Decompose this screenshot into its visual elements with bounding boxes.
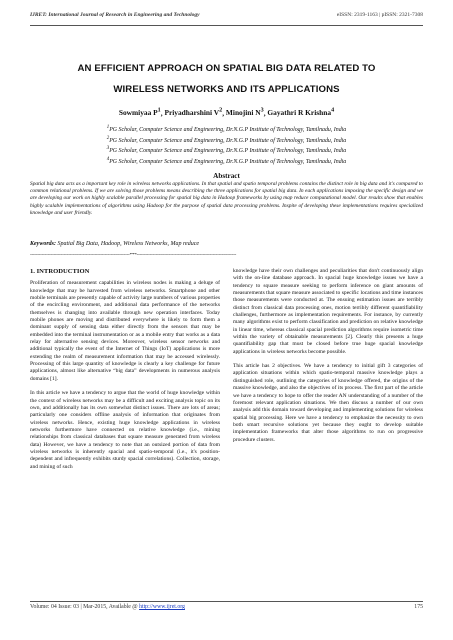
author-2: Priyadharshini $V^2$ — [164, 108, 223, 118]
author-4: Gayathri R Krishna$^4$ — [267, 108, 335, 118]
paragraph: This article has 2 objectives. We have a tendency to initial gift 3 categories of application situations within which spatio-temporal massive knowledge plays a distinguished role, outlining the categories of knowledge offered, the origins of the massive knowledge, and also the objectives of its process. The first part of the article we have a tendency to hope to offer the reader AN understanding of a number of the foremost relevant application situations. We then discuss a number of our own analysis add this domain toward developing and implementing solutions for wireless spatial big processing. Here we have a tendency to emphasize the necessity to own both smart recursive solutions yet because they ought to develop suitable implementation frameworks that alter those algorithms to run on progressive procedure clusters. — [233, 363, 423, 443]
affiliation-3: $^3$PG Scholar, Computer Science and Engineering, Dr.N.G.P Institute of Technology, Tamilnadu, India — [106, 146, 347, 155]
journal-name: IJRET: International Journal of Research in Engineering and Technology — [30, 12, 200, 18]
author-3: Minojini $N^3$ — [225, 108, 264, 118]
paragraph: Proliferation of measurement capabilities in wireless nodes is making a deluge of knowledge that may be harvested from wireless networks. Smartphone and other mobile terminals are presently capable of activity large numbers of various properties of the encircling environment, and additional data performance of the networks themselves is changing into available through new operation interfaces. Today mobile phones are moving and distributed everywhere is likely to form them a dominant supply of sensing data either directly from the sensors that may be embedded into the terminal instrumentation or as a mobile entry that works as a data relay for alternative sensing devices. Moreover, wireless sensor networks and additional typically the event of the Internet of Things (IoT) applications is more extending the realm of measurement information that may be accessed wirelessly. Processing of this large quantity of knowledge is clearly a key challenge for future applications, almost like alternative “big data” developments in numerous analysis domains [1]. — [30, 280, 220, 382]
keywords-text: Spatial Big Data, Hadoop, Wireless Networks, Map reduce — [57, 241, 200, 247]
volume-info: Volume: 04 Issue: 03 | Mar-2015, Available @ http://www.ijret.org — [30, 604, 185, 610]
section-heading-introduction: 1. INTRODUCTION — [30, 268, 90, 275]
affiliation-2: $^2$PG Scholar, Computer Science and Engineering, Dr.N.G.P Institute of Technology, Tamilnadu, India — [106, 135, 347, 144]
author-1: Sowmiyaa $P^1$ — [118, 108, 161, 118]
journal-link[interactable]: http://www.ijret.org — [139, 604, 185, 610]
affiliation-4: $^4$PG Scholar, Computer Science and Engineering, Dr.N.G.P Institute of Technology, Tamilnadu, India — [106, 156, 347, 165]
footer-rule — [30, 601, 423, 602]
author-list: Sowmiyaa $P^1$, Priyadharshini $V^2$, Minojini $N^3$, Gayathri R Krishna$^4$ — [118, 108, 335, 118]
issn: eISSN: 2319-1163 | pISSN: 2321-7308 — [336, 12, 423, 18]
title-line-2: WIRELESS NETWORKS AND ITS APPLICATIONS — [113, 84, 340, 95]
affiliation-1: $^1$PG Scholar, Computer Science and Engineering, Dr.N.G.P Institute of Technology, Tamilnadu, India — [106, 125, 347, 133]
left-column — [30, 268, 220, 478]
page-number: 175 — [414, 604, 423, 610]
paragraph: knowledge have their own challenges and peculiarities that don't continuously align with the on-line database approach. In spacial huge knowledge issues we have a tendency to square measure seeking to perform inference on giant amounts of measurements that square measure associated to specific locations and time instances those measurements were conducted at. The ensuing estimation issues are terribly distinct from classical data processing ones, motion terribly different quantifiability challenges, furthermore as implementation requirements. For instance, by currently many algorithms exist to perform classification and prediction on relative knowledge in linear time, whereas classical spacial prediction algorithms require isometric time within the variety of obtainable measurements [2]. Clearly this presents a huge quantifiability gap that must be closed before true huge spacial knowledge applications in wireless networks become possible. — [233, 268, 423, 355]
abstract-text: Spatial big data acts as a important key role in wireless networks applications. In that spatial and spatio temporal problems contains the distinct role in big data and it's compared to common relational problems. If we are solving those problems means describing the three applications for spatial big data. In each applications imposing the specific design and we are developing our work on highly scalable parallel processing for spatial big data in Hadoop frameworks by using map reduce computational model. Our results show that enables highly scalable implementations of algorithms using Hadoop for the purpose of spatial data processing problems. Inspite of developing these implementations requires specialized knowledge and user friendly. — [30, 181, 423, 216]
keywords — [30, 241, 423, 247]
right-column — [233, 268, 423, 451]
paper-title — [30, 58, 423, 100]
title-line-1: AN EFFICIENT APPROACH ON SPATIAL BIG DATA RELATED TO — [77, 63, 376, 74]
keywords-label: Keywords: — [30, 241, 56, 247]
paragraph: In this article we have a tendency to argue that the world of huge knowledge within the context of wireless networks may be a difficult and exciting analysis topic on its own, and additionally has its own somewhat distinct issues. There are lots of areas; particularly one considers offline analysis of information that originates from wireless networks. Hence, existing huge knowledge applications in wireless networks furthermore have connected on relative knowledge (i.e., mining relationships from classical databases that square measure generated from wireless data) However, we have a tendency to note that an outsized portion of data from wireless networks is inherently spacial and spatio-temporal (i.e., it's position-dependent and infrequently exhibits sturdy spacial correlations). Collection, storage, and mining of such — [30, 390, 220, 470]
affiliations — [30, 124, 423, 166]
running-header — [30, 12, 423, 26]
abstract-heading: Abstract — [213, 172, 240, 180]
section-separator: --------------------------------------------------------------------***-------------------------------------------------------------------- — [30, 253, 237, 258]
header-rule — [30, 25, 423, 26]
